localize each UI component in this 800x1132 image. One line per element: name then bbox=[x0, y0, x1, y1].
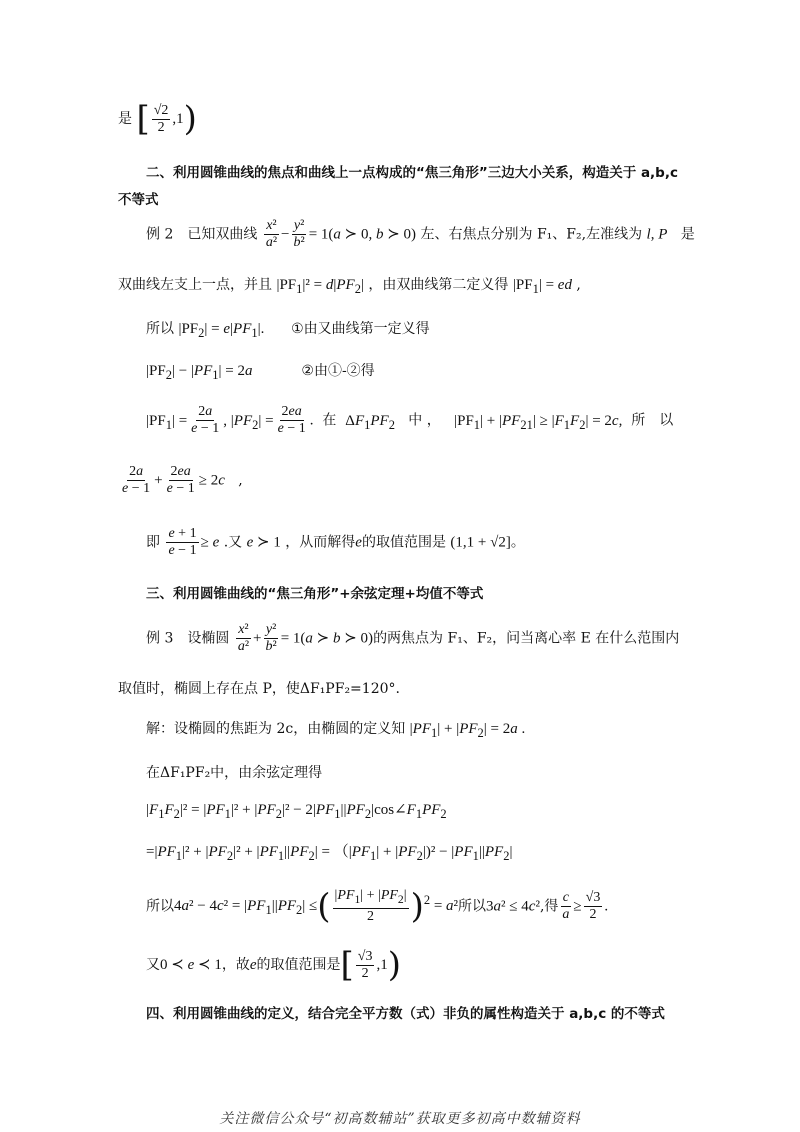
section-heading-2: 二、利用圆锥曲线的焦点和曲线上一点构成的“焦三角形”三边大小关系，构造关于 a,b,c bbox=[146, 165, 678, 181]
line-11: 取值时，椭圆上存在点 P，使ΔF₁PF₂=120°. bbox=[118, 681, 400, 697]
page-footer: 关注微信公众号“初高数辅站”获取更多初高中数辅资料 bbox=[219, 1111, 581, 1127]
line-16: 所以$4a^2 - 4c^2 = |PF_1||PF_2|$ ≤( $\frac{|PF_1| + |PF_2|}{2}$ )$^2$ = a²所以3a² ≤ 4c²,得 $\frac{c}{a}$ ≥ $\frac{√3}{2}$ . bbox=[146, 886, 609, 927]
line-6: $|PF_2| - |PF_1| = 2a$ ②由①-②得 bbox=[146, 363, 375, 382]
line-9: 即 $\frac{e + 1}{e - 1}$ ≥ e .又 e ≻ 1 ，从而解得e的取值范围是 (1,1 + √2]。 bbox=[146, 526, 525, 558]
line-8: $\frac{2a}{e - 1}$ + $\frac{2ea}{e - 1}$ ≥ 2c , bbox=[122, 464, 243, 496]
text-shi: 是 bbox=[118, 111, 132, 127]
line-14: $|F_1F_2|^2 = |PF_1|^2 + |PF_2|^2$ − $2|PF_1||PF_2|\cos\angle F_1PF_2$ bbox=[146, 802, 447, 821]
fraction: $\frac{√2}{2}$ bbox=[153, 102, 169, 135]
line-4: 双曲线左支上一点，并且 $|PF_1|^2 = d|PF_2|$ ，由双曲线第二定义得 $|PF_1|$ = ed , bbox=[118, 277, 581, 296]
example-3-line: 例 3 设椭圆 $\frac{\text{x²}}{\text{a²}}$ + $\frac{\text{y²}}{\text{b²}}$ = 1(a ≻ b ≻ 0)的两焦点为 F₁、F₂，问当离心率 E 在什么范围内 bbox=[146, 622, 680, 654]
line-5: 所以 $|PF_2| = e|PF_1|$. ①由又曲线第一定义得 bbox=[146, 321, 430, 340]
section-heading-4: 四、利用圆锥曲线的定义，结合完全平方数（式）非负的属性构造关于 a,b,c 的不等式 bbox=[146, 1006, 665, 1022]
line-7: $|PF_1|$ = $\frac{2a}{e - 1}$ , $|PF_2|$ = $\frac{2ea}{e - 1}$ . 在 $\Delta F_1PF_2$ 中 ， $|PF_1| + |PF_{21}| \ge |F_1F_2| = 2c$, 所 以 bbox=[146, 404, 674, 436]
line-17: 又0 ≺ e ≺ 1，故e的取值范围是[ $\frac{√3}{2}$ ,1) bbox=[146, 945, 401, 985]
section-heading-2-cont: 不等式 bbox=[118, 192, 159, 208]
example-2-line: 例 2 已知双曲线 $\frac{\text{x²}}{\text{a²}}$ − $\frac{\text{y²}}{\text{b²}}$ = 1(a ≻ 0, b ≻ 0) 左、右焦点分别为 F₁、F₂,左准线为 l, P 是 bbox=[146, 218, 695, 250]
line-12: 解：设椭圆的焦距为 2c，由椭圆的定义知 $|PF_1| + |PF_2| = 2a$ . bbox=[146, 721, 526, 740]
line-13: 在ΔF₁PF₂中，由余弦定理得 bbox=[146, 765, 323, 781]
range-line-1: 是 [ $\frac{√2}{2}$ ,1) bbox=[118, 99, 197, 139]
line-15: $=|PF_1|^2 + |PF_2|^2 + |PF_1||PF_2| = (|PF_1| + |PF_2|)^2 - |PF_1||PF_2|$ bbox=[146, 844, 513, 863]
section-heading-3: 三、利用圆锥曲线的“焦三角形”+余弦定理+均值不等式 bbox=[146, 586, 484, 602]
